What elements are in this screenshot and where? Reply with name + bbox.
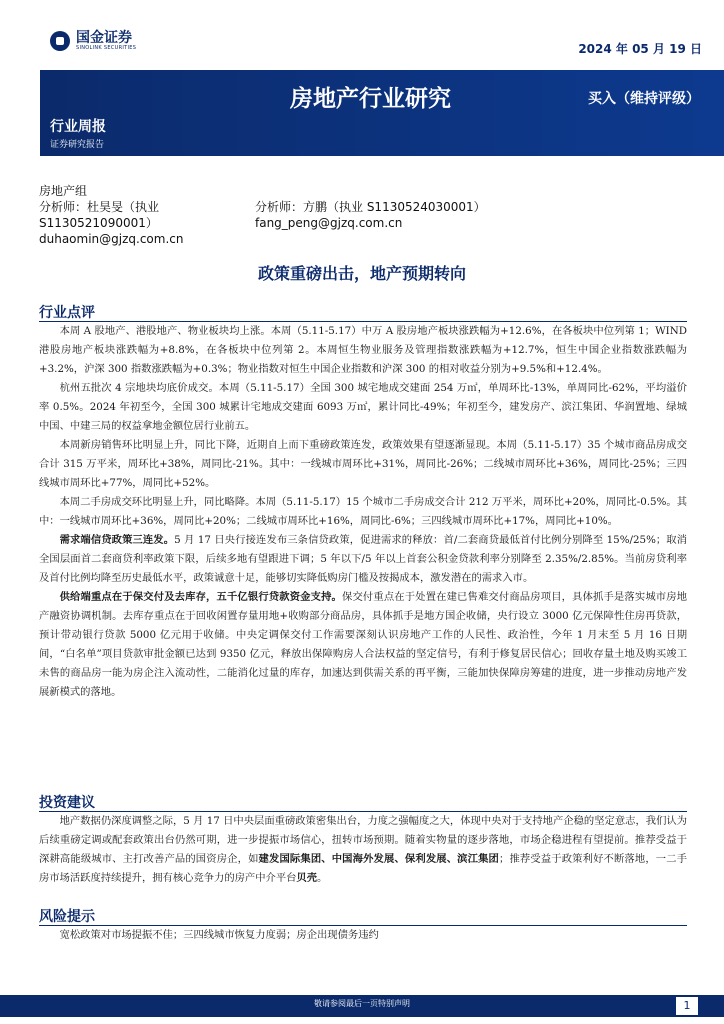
page-number: 1 bbox=[676, 997, 698, 1015]
analyst-1-email[interactable]: duhaomin@gjzq.com.cn bbox=[39, 232, 184, 246]
invest-recommended-stocks: 建发国际集团、中国海外发展、保利发展、滨江集团 bbox=[258, 853, 499, 865]
review-paragraph-lead: 供给端重点在于保交付及去库存，五千亿银行贷款资金支持。 bbox=[59, 591, 342, 603]
review-paragraph: 本周新房销售环比明显上升，同比下降，近期自上而下重磅政策连发，政策效果有望逐渐显现。本周（5.11-5.17）35 个城市商品房成交合计 315 万平米，周环比+38%，周同比-21%。其中：一线城市周环比+31%，周同比-26%；二线城市周环比+36%，周同比-25%；三四线城市周环比+77%，周同比+52%。 bbox=[39, 439, 687, 489]
analyst-1-name: 分析师：杜昊旻（执业 bbox=[39, 200, 160, 214]
review-paragraph-body: 保交付重点在于处置在建已售难交付商品房项目，具体抓手是落实城市房地产融资协调机制。去库存重点在于回收闲置存量用地+收购部分商品房，具体抓手是地方国企收储，央行设立 3000 亿元保障性住房再贷款，预计带动银行贷款 5000 亿元用于收储。中央定调保交付工作需要深刻认识房地产工作的人民性、政治性，今年 1 月末至 5 月 16 日期间，“白名单”项目贷款审批金额已达到 9350 亿元，释放出保障购房人合法权益的坚定信号，有利于修复居民信心；回收存量土地及购买竣工未售的商品房一能为房企注入流动性，二能消化过量的库存，加速达到供需关系的再平衡，三能加快保障房筹建的进度，进一步推动房地产发展新模式的落地。 bbox=[39, 591, 687, 698]
section-title-risk: 风险提示 bbox=[39, 909, 95, 925]
invest-text: 地产数据仍深度调整之际，5 月 17 日中央层面重磅政策密集出台，力度之强幅度之大，体现中央对于支持地产企稳的坚定意志，我们认为后续重磅定调或配套政策出台仍然可期，进一步提振市场信心，扭转市场预期。随着实物量的逐步落地，市场企稳进程有望提前。推荐受益于深耕高能级城市、主打改善产品的国资房企，如 bbox=[39, 815, 687, 865]
review-paragraph-lead: 需求端信贷政策三连发。 bbox=[59, 534, 175, 546]
risk-body bbox=[39, 926, 687, 945]
review-paragraph bbox=[39, 588, 687, 702]
logo-text-en: SINOLINK SECURITIES bbox=[76, 45, 137, 51]
logo-text-cn: 国金证券 bbox=[76, 30, 132, 46]
analyst-group: 房地产组 bbox=[39, 184, 88, 198]
report-subtype: 证券研究报告 bbox=[50, 140, 105, 150]
footer-disclaimer[interactable]: 敬请参阅最后一页特别声明 bbox=[314, 999, 410, 1008]
logo-icon bbox=[50, 31, 70, 51]
report-date: 2024 年 05 月 19 日 bbox=[578, 42, 702, 56]
review-paragraph-body: 5 月 17 日央行接连发布三条信贷政策，促进需求的释放：首/二套商贷最低首付比例分别降至 15%/25%；取消全国层面首二套商贷利率政策下限，后续多地有望跟进下调；5 年以下/5 年以上首套公积金贷款利率分别降至 2.35%/2.85%。当前房贷利率及首付比例均降至历史最低水平，政策诚意十足，能够切实降低购房门槛及按揭成本，激发潜在的需求入市。 bbox=[39, 534, 687, 584]
analyst-2-name: 分析师：方鹏（执业 S1130524030001） bbox=[255, 200, 486, 214]
review-paragraph bbox=[39, 531, 687, 588]
invest-text: 。 bbox=[317, 872, 328, 884]
headline: 政策重磅出击，地产预期转向 bbox=[257, 264, 466, 283]
review-paragraph: 本周二手房成交环比明显上升，同比略降。本周（5.11-5.17）15 个城市二手房成交合计 212 万平米，周环比+20%，周同比-0.5%。其中：一线城市周环比+36%，周同比+20%；二线城市周环比+16%，周同比-6%；三四线城市周环比+17%，周同比+10%。 bbox=[39, 496, 687, 527]
analyst-1-license: S1130521090001） bbox=[39, 216, 158, 230]
analyst-block-2 bbox=[255, 199, 555, 231]
invest-body bbox=[39, 812, 687, 888]
company-logo bbox=[50, 31, 136, 51]
analyst-2-email[interactable]: fang_peng@gjzq.com.cn bbox=[255, 216, 403, 230]
section-title-review: 行业点评 bbox=[39, 305, 95, 321]
review-paragraph: 本周 A 股地产、港股地产、物业板块均上涨。本周（5.11-5.17）中万 A 股房地产板块涨跌幅为+12.6%，在各板块中位列第 1；WIND 港股房地产板块涨跌幅为+8.8%，在各板块中位列第 2。本周恒生物业服务及管理指数涨跌幅为+12.7%，恒生中国企业指数涨跌幅为+3.2%，沪深 300 指数涨跌幅为+0.3%；物业指数对恒生中国企业指数和沪深 300 的相对收益分别为+9.5%和+12.4%。 bbox=[39, 325, 687, 375]
analyst-block-1 bbox=[39, 183, 239, 247]
review-paragraph: 杭州五批次 4 宗地块均底价成交。本周（5.11-5.17）全国 300 城宅地成交建面 254 万㎡，单周环比-13%，单周同比-62%，平均溢价率 0.5%。2024 年初至今，全国 300 城累计宅地成交建面 6093 万㎡，累计同比-49%；年初至今，建发房产、滨江集团、华润置地、绿城中国、中建三局的权益拿地金额位居行业前五。 bbox=[39, 382, 687, 432]
invest-recommended-platform: 贝壳 bbox=[296, 872, 318, 884]
review-body bbox=[39, 322, 687, 702]
risk-paragraph: 宽松政策对市场提振不佳；三四线城市恢复力度弱；房企出现债务违约 bbox=[59, 929, 379, 941]
report-type: 行业周报 bbox=[50, 119, 106, 135]
invest-paragraph bbox=[39, 812, 687, 888]
rating-badge: 买入（维持评级） bbox=[588, 91, 700, 107]
page-title: 房地产行业研究 bbox=[290, 86, 451, 112]
invest-text: ；推荐受益于政策利好不断落地，一二手房市场活跃度持续提升，拥有核心竞争力的房产中介平台 bbox=[39, 853, 688, 884]
section-title-invest: 投资建议 bbox=[39, 795, 95, 811]
